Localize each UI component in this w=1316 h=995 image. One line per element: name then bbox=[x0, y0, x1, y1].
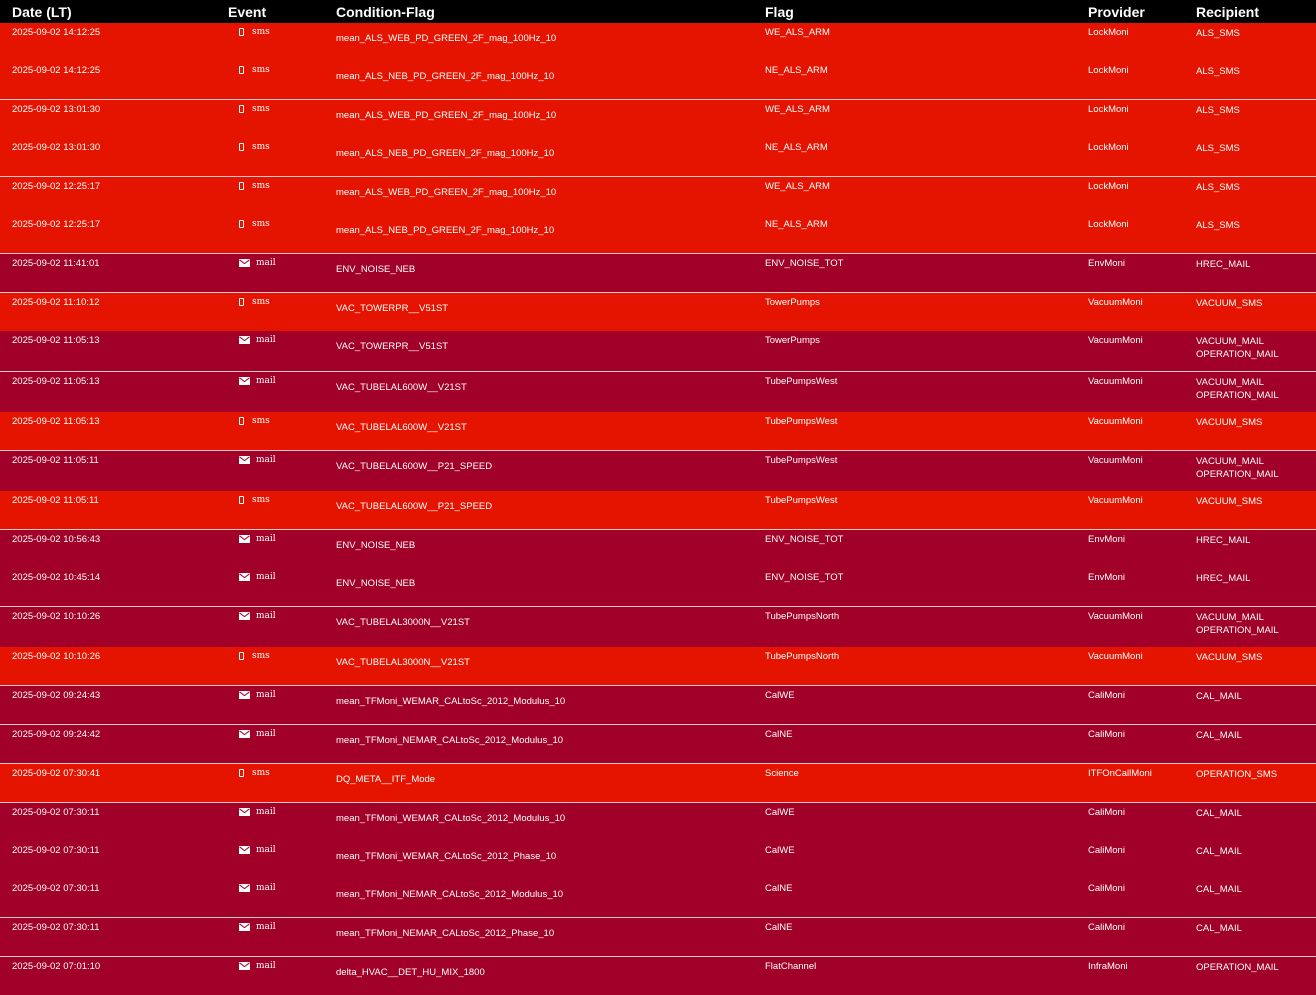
cell-event bbox=[228, 764, 336, 803]
cell-condition-flag: VAC_TUBELAL600W__V21ST bbox=[336, 372, 765, 413]
mail-icon bbox=[239, 808, 250, 816]
cell-provider: VacuumMoni bbox=[1088, 491, 1196, 530]
cell-flag: TubePumpsNorth bbox=[765, 647, 1088, 686]
phone-icon bbox=[239, 496, 244, 504]
cell-event bbox=[228, 451, 336, 492]
recipient-item: CAL_MAIL bbox=[1196, 845, 1316, 858]
cell-flag: TowerPumps bbox=[765, 331, 1088, 372]
cell-flag: WE_ALS_ARM bbox=[765, 100, 1088, 139]
cell-condition-flag: delta_HVAC__DET_HU_MIX_1800 bbox=[336, 957, 765, 995]
cell-recipient bbox=[1196, 254, 1316, 293]
cell-provider: EnvMoni bbox=[1088, 254, 1196, 293]
cell-date: 2025-09-02 11:10:12 bbox=[0, 293, 228, 332]
cell-event bbox=[228, 957, 336, 995]
cell-condition-flag: VAC_TOWERPR__V51ST bbox=[336, 293, 765, 332]
col-header-condition[interactable]: Condition-Flag bbox=[336, 0, 765, 23]
cell-date: 2025-09-02 09:24:42 bbox=[0, 725, 228, 764]
cell-provider: CaliMoni bbox=[1088, 918, 1196, 957]
cell-flag: FlatChannel bbox=[765, 957, 1088, 995]
event-mail bbox=[239, 883, 276, 893]
mail-icon bbox=[239, 691, 250, 699]
cell-date: 2025-09-02 11:05:13 bbox=[0, 412, 228, 451]
table-row[interactable] bbox=[0, 764, 1316, 803]
cell-flag: TubePumpsWest bbox=[765, 491, 1088, 530]
event-mail bbox=[239, 729, 276, 739]
event-label: mail bbox=[256, 883, 276, 893]
cell-flag: TubePumpsWest bbox=[765, 412, 1088, 451]
mail-icon bbox=[239, 456, 250, 464]
recipient-item: OPERATION_MAIL bbox=[1196, 348, 1316, 361]
event-sms bbox=[239, 65, 270, 75]
cell-recipient bbox=[1196, 23, 1316, 61]
cell-flag: WE_ALS_ARM bbox=[765, 177, 1088, 216]
cell-flag: CalNE bbox=[765, 918, 1088, 957]
cell-event bbox=[228, 138, 336, 177]
cell-condition-flag: mean_TFMoni_NEMAR_CALtoSc_2012_Modulus_10 bbox=[336, 879, 765, 918]
table-row[interactable] bbox=[0, 177, 1316, 216]
event-label: mail bbox=[256, 258, 276, 268]
mail-icon bbox=[239, 336, 250, 344]
table-row[interactable] bbox=[0, 647, 1316, 686]
cell-recipient bbox=[1196, 918, 1316, 957]
event-label: sms bbox=[252, 768, 270, 778]
event-label: mail bbox=[256, 807, 276, 817]
cell-date: 2025-09-02 13:01:30 bbox=[0, 100, 228, 139]
recipient-item: VACUUM_SMS bbox=[1196, 495, 1316, 508]
cell-date: 2025-09-02 12:25:17 bbox=[0, 215, 228, 254]
cell-flag: CalWE bbox=[765, 686, 1088, 725]
cell-condition-flag: mean_TFMoni_WEMAR_CALtoSc_2012_Phase_10 bbox=[336, 841, 765, 879]
table-body bbox=[0, 23, 1316, 995]
cell-recipient bbox=[1196, 372, 1316, 413]
cell-recipient bbox=[1196, 841, 1316, 879]
cell-date: 2025-09-02 14:12:25 bbox=[0, 61, 228, 100]
table-row[interactable] bbox=[0, 803, 1316, 842]
cell-flag: CalWE bbox=[765, 841, 1088, 879]
cell-event bbox=[228, 491, 336, 530]
phone-icon bbox=[239, 105, 244, 113]
cell-flag: NE_ALS_ARM bbox=[765, 138, 1088, 177]
event-sms bbox=[239, 219, 270, 229]
cell-provider: VacuumMoni bbox=[1088, 647, 1196, 686]
cell-condition-flag: mean_ALS_WEB_PD_GREEN_2F_mag_100Hz_10 bbox=[336, 100, 765, 139]
cell-date: 2025-09-02 07:30:11 bbox=[0, 841, 228, 879]
event-label: sms bbox=[252, 219, 270, 229]
cell-recipient bbox=[1196, 100, 1316, 139]
cell-event bbox=[228, 841, 336, 879]
phone-icon bbox=[239, 66, 244, 74]
cell-condition-flag: mean_ALS_NEB_PD_GREEN_2F_mag_100Hz_10 bbox=[336, 138, 765, 177]
cell-event bbox=[228, 568, 336, 607]
recipient-item: OPERATION_MAIL bbox=[1196, 468, 1316, 481]
table-row[interactable] bbox=[0, 568, 1316, 607]
recipient-item: VACUUM_SMS bbox=[1196, 297, 1316, 310]
event-sms bbox=[239, 181, 270, 191]
phone-icon bbox=[239, 417, 244, 425]
table-row[interactable] bbox=[0, 530, 1316, 569]
cell-date: 2025-09-02 07:01:10 bbox=[0, 957, 228, 995]
cell-condition-flag: VAC_TUBELAL600W__V21ST bbox=[336, 412, 765, 451]
cell-date: 2025-09-02 11:05:13 bbox=[0, 372, 228, 413]
cell-recipient bbox=[1196, 293, 1316, 332]
recipient-item: HREC_MAIL bbox=[1196, 572, 1316, 585]
cell-event bbox=[228, 918, 336, 957]
col-header-date[interactable]: Date (LT) bbox=[0, 0, 228, 23]
cell-event bbox=[228, 372, 336, 413]
mail-icon bbox=[239, 573, 250, 581]
cell-flag: TubePumpsWest bbox=[765, 372, 1088, 413]
event-mail bbox=[239, 335, 276, 345]
event-mail bbox=[239, 376, 276, 386]
event-label: sms bbox=[252, 297, 270, 307]
table-row[interactable] bbox=[0, 725, 1316, 764]
cell-provider: VacuumMoni bbox=[1088, 293, 1196, 332]
cell-flag: ENV_NOISE_TOT bbox=[765, 530, 1088, 569]
cell-condition-flag: mean_ALS_WEB_PD_GREEN_2F_mag_100Hz_10 bbox=[336, 23, 765, 61]
table-row[interactable] bbox=[0, 23, 1316, 61]
cell-event bbox=[228, 61, 336, 100]
table-row[interactable] bbox=[0, 372, 1316, 413]
cell-flag: TowerPumps bbox=[765, 293, 1088, 332]
event-mail bbox=[239, 534, 276, 544]
cell-date: 2025-09-02 10:56:43 bbox=[0, 530, 228, 569]
col-header-flag[interactable]: Flag bbox=[765, 0, 1088, 23]
cell-event bbox=[228, 803, 336, 842]
cell-provider: EnvMoni bbox=[1088, 530, 1196, 569]
cell-flag: TubePumpsWest bbox=[765, 451, 1088, 492]
event-mail bbox=[239, 845, 276, 855]
recipient-item: VACUUM_SMS bbox=[1196, 651, 1316, 664]
cell-date: 2025-09-02 09:24:43 bbox=[0, 686, 228, 725]
col-header-event[interactable]: Event bbox=[228, 0, 336, 23]
cell-recipient bbox=[1196, 331, 1316, 372]
cell-date: 2025-09-02 10:10:26 bbox=[0, 607, 228, 648]
recipient-item: OPERATION_MAIL bbox=[1196, 389, 1316, 402]
recipient-item: CAL_MAIL bbox=[1196, 807, 1316, 820]
cell-condition-flag: mean_TFMoni_WEMAR_CALtoSc_2012_Modulus_10 bbox=[336, 686, 765, 725]
col-header-provider[interactable]: Provider bbox=[1088, 0, 1196, 23]
cell-date: 2025-09-02 12:25:17 bbox=[0, 177, 228, 216]
event-label: mail bbox=[256, 729, 276, 739]
cell-recipient bbox=[1196, 647, 1316, 686]
table-row[interactable] bbox=[0, 686, 1316, 725]
table-row[interactable] bbox=[0, 491, 1316, 530]
cell-flag: NE_ALS_ARM bbox=[765, 61, 1088, 100]
recipient-item: ALS_SMS bbox=[1196, 27, 1316, 40]
cell-event bbox=[228, 725, 336, 764]
phone-icon bbox=[239, 652, 244, 660]
cell-provider: LockMoni bbox=[1088, 177, 1196, 216]
phone-icon bbox=[239, 298, 244, 306]
cell-recipient bbox=[1196, 607, 1316, 648]
cell-provider: LockMoni bbox=[1088, 100, 1196, 139]
event-label: mail bbox=[256, 922, 276, 932]
recipient-item: ALS_SMS bbox=[1196, 219, 1316, 232]
event-sms bbox=[239, 104, 270, 114]
event-label: mail bbox=[256, 845, 276, 855]
cell-event bbox=[228, 293, 336, 332]
cell-event bbox=[228, 412, 336, 451]
event-mail bbox=[239, 961, 276, 971]
table-row[interactable] bbox=[0, 607, 1316, 648]
event-sms bbox=[239, 142, 270, 152]
cell-flag: CalWE bbox=[765, 803, 1088, 842]
cell-date: 2025-09-02 07:30:41 bbox=[0, 764, 228, 803]
cell-provider: VacuumMoni bbox=[1088, 331, 1196, 372]
recipient-item: VACUUM_MAIL bbox=[1196, 335, 1316, 348]
recipient-item: ALS_SMS bbox=[1196, 104, 1316, 117]
cell-condition-flag: mean_ALS_NEB_PD_GREEN_2F_mag_100Hz_10 bbox=[336, 61, 765, 100]
recipient-item: ALS_SMS bbox=[1196, 181, 1316, 194]
cell-provider: LockMoni bbox=[1088, 61, 1196, 100]
cell-flag: CalNE bbox=[765, 879, 1088, 918]
cell-flag: WE_ALS_ARM bbox=[765, 23, 1088, 61]
col-header-recipient[interactable]: Recipient bbox=[1196, 0, 1316, 23]
event-sms bbox=[239, 495, 270, 505]
event-label: mail bbox=[256, 961, 276, 971]
cell-recipient bbox=[1196, 568, 1316, 607]
recipient-item: VACUUM_MAIL bbox=[1196, 611, 1316, 624]
cell-recipient bbox=[1196, 491, 1316, 530]
cell-date: 2025-09-02 10:45:14 bbox=[0, 568, 228, 607]
cell-condition-flag: mean_ALS_WEB_PD_GREEN_2F_mag_100Hz_10 bbox=[336, 177, 765, 216]
cell-recipient bbox=[1196, 957, 1316, 995]
cell-event bbox=[228, 647, 336, 686]
table-row[interactable] bbox=[0, 215, 1316, 254]
cell-recipient bbox=[1196, 451, 1316, 492]
mail-icon bbox=[239, 259, 250, 267]
cell-condition-flag: ENV_NOISE_NEB bbox=[336, 530, 765, 569]
cell-flag: CalNE bbox=[765, 725, 1088, 764]
cell-provider: LockMoni bbox=[1088, 23, 1196, 61]
cell-event bbox=[228, 331, 336, 372]
event-mail bbox=[239, 258, 276, 268]
cell-date: 2025-09-02 07:30:11 bbox=[0, 803, 228, 842]
cell-provider: CaliMoni bbox=[1088, 725, 1196, 764]
recipient-item: VACUUM_MAIL bbox=[1196, 455, 1316, 468]
event-label: mail bbox=[256, 690, 276, 700]
cell-flag: NE_ALS_ARM bbox=[765, 215, 1088, 254]
recipient-item: ALS_SMS bbox=[1196, 65, 1316, 78]
cell-recipient bbox=[1196, 61, 1316, 100]
event-label: mail bbox=[256, 335, 276, 345]
mail-icon bbox=[239, 730, 250, 738]
cell-date: 2025-09-02 11:41:01 bbox=[0, 254, 228, 293]
cell-provider: CaliMoni bbox=[1088, 803, 1196, 842]
cell-date: 2025-09-02 11:05:11 bbox=[0, 451, 228, 492]
cell-date: 2025-09-02 07:30:11 bbox=[0, 879, 228, 918]
event-label: sms bbox=[252, 181, 270, 191]
phone-icon bbox=[239, 182, 244, 190]
event-label: sms bbox=[252, 65, 270, 75]
event-label: sms bbox=[252, 495, 270, 505]
phone-icon bbox=[239, 143, 244, 151]
cell-date: 2025-09-02 11:05:13 bbox=[0, 331, 228, 372]
cell-provider: CaliMoni bbox=[1088, 686, 1196, 725]
phone-icon bbox=[239, 28, 244, 36]
event-label: sms bbox=[252, 142, 270, 152]
event-mail bbox=[239, 572, 276, 582]
recipient-item: CAL_MAIL bbox=[1196, 729, 1316, 742]
cell-condition-flag: VAC_TUBELAL600W__P21_SPEED bbox=[336, 451, 765, 492]
cell-provider: VacuumMoni bbox=[1088, 451, 1196, 492]
cell-event bbox=[228, 215, 336, 254]
event-mail bbox=[239, 611, 276, 621]
cell-event bbox=[228, 177, 336, 216]
recipient-item: CAL_MAIL bbox=[1196, 883, 1316, 896]
cell-condition-flag: VAC_TOWERPR__V51ST bbox=[336, 331, 765, 372]
cell-recipient bbox=[1196, 725, 1316, 764]
mail-icon bbox=[239, 962, 250, 970]
cell-event bbox=[228, 607, 336, 648]
event-mail bbox=[239, 922, 276, 932]
recipient-item: CAL_MAIL bbox=[1196, 922, 1316, 935]
cell-event bbox=[228, 686, 336, 725]
cell-event bbox=[228, 100, 336, 139]
recipient-item: HREC_MAIL bbox=[1196, 534, 1316, 547]
cell-event bbox=[228, 254, 336, 293]
event-sms bbox=[239, 416, 270, 426]
mail-icon bbox=[239, 377, 250, 385]
cell-condition-flag: VAC_TUBELAL3000N__V21ST bbox=[336, 607, 765, 648]
event-label: mail bbox=[256, 376, 276, 386]
event-sms bbox=[239, 768, 270, 778]
table-header bbox=[0, 0, 1316, 23]
cell-date: 2025-09-02 07:30:11 bbox=[0, 918, 228, 957]
event-sms bbox=[239, 27, 270, 37]
cell-recipient bbox=[1196, 412, 1316, 451]
cell-date: 2025-09-02 10:10:26 bbox=[0, 647, 228, 686]
cell-provider: ITFOnCallMoni bbox=[1088, 764, 1196, 803]
table-row[interactable] bbox=[0, 254, 1316, 293]
cell-provider: CaliMoni bbox=[1088, 841, 1196, 879]
cell-condition-flag: DQ_META__ITF_Mode bbox=[336, 764, 765, 803]
table-row[interactable] bbox=[0, 138, 1316, 177]
recipient-item: OPERATION_MAIL bbox=[1196, 624, 1316, 637]
event-mail bbox=[239, 690, 276, 700]
event-label: mail bbox=[256, 455, 276, 465]
cell-condition-flag: mean_TFMoni_WEMAR_CALtoSc_2012_Modulus_10 bbox=[336, 803, 765, 842]
cell-date: 2025-09-02 11:05:11 bbox=[0, 491, 228, 530]
table-row[interactable] bbox=[0, 100, 1316, 139]
cell-recipient bbox=[1196, 764, 1316, 803]
cell-provider: VacuumMoni bbox=[1088, 607, 1196, 648]
cell-recipient bbox=[1196, 686, 1316, 725]
recipient-item: OPERATION_SMS bbox=[1196, 768, 1316, 781]
cell-provider: VacuumMoni bbox=[1088, 412, 1196, 451]
phone-icon bbox=[239, 769, 244, 777]
event-label: mail bbox=[256, 572, 276, 582]
table-row[interactable] bbox=[0, 918, 1316, 957]
cell-recipient bbox=[1196, 803, 1316, 842]
table-row[interactable] bbox=[0, 451, 1316, 492]
cell-recipient bbox=[1196, 177, 1316, 216]
cell-flag: TubePumpsNorth bbox=[765, 607, 1088, 648]
cell-condition-flag: mean_TFMoni_NEMAR_CALtoSc_2012_Phase_10 bbox=[336, 918, 765, 957]
cell-condition-flag: VAC_TUBELAL3000N__V21ST bbox=[336, 647, 765, 686]
mail-icon bbox=[239, 612, 250, 620]
table-row[interactable] bbox=[0, 293, 1316, 332]
table-row[interactable] bbox=[0, 957, 1316, 995]
cell-recipient bbox=[1196, 215, 1316, 254]
event-mail bbox=[239, 455, 276, 465]
cell-condition-flag: ENV_NOISE_NEB bbox=[336, 254, 765, 293]
cell-flag: ENV_NOISE_TOT bbox=[765, 254, 1088, 293]
cell-provider: EnvMoni bbox=[1088, 568, 1196, 607]
mail-icon bbox=[239, 923, 250, 931]
recipient-item: OPERATION_MAIL bbox=[1196, 961, 1316, 974]
event-mail bbox=[239, 807, 276, 817]
cell-provider: LockMoni bbox=[1088, 215, 1196, 254]
cell-provider: InfraMoni bbox=[1088, 957, 1196, 995]
cell-provider: VacuumMoni bbox=[1088, 372, 1196, 413]
cell-recipient bbox=[1196, 530, 1316, 569]
mail-icon bbox=[239, 535, 250, 543]
table-row[interactable] bbox=[0, 61, 1316, 100]
table-row[interactable] bbox=[0, 879, 1316, 918]
cell-recipient bbox=[1196, 879, 1316, 918]
event-label: mail bbox=[256, 534, 276, 544]
cell-date: 2025-09-02 14:12:25 bbox=[0, 23, 228, 61]
recipient-item: ALS_SMS bbox=[1196, 142, 1316, 155]
mail-icon bbox=[239, 884, 250, 892]
table-row[interactable] bbox=[0, 412, 1316, 451]
event-sms bbox=[239, 651, 270, 661]
event-label: mail bbox=[256, 611, 276, 621]
table-row[interactable] bbox=[0, 841, 1316, 879]
recipient-item: VACUUM_SMS bbox=[1196, 416, 1316, 429]
event-label: sms bbox=[252, 651, 270, 661]
cell-date: 2025-09-02 13:01:30 bbox=[0, 138, 228, 177]
cell-provider: CaliMoni bbox=[1088, 879, 1196, 918]
cell-event bbox=[228, 530, 336, 569]
cell-flag: Science bbox=[765, 764, 1088, 803]
recipient-item: CAL_MAIL bbox=[1196, 690, 1316, 703]
mail-icon bbox=[239, 846, 250, 854]
cell-flag: ENV_NOISE_TOT bbox=[765, 568, 1088, 607]
cell-condition-flag: mean_ALS_NEB_PD_GREEN_2F_mag_100Hz_10 bbox=[336, 215, 765, 254]
cell-recipient bbox=[1196, 138, 1316, 177]
recipient-item: VACUUM_MAIL bbox=[1196, 376, 1316, 389]
cell-condition-flag: ENV_NOISE_NEB bbox=[336, 568, 765, 607]
cell-condition-flag: mean_TFMoni_NEMAR_CALtoSc_2012_Modulus_10 bbox=[336, 725, 765, 764]
event-label: sms bbox=[252, 104, 270, 114]
cell-event bbox=[228, 879, 336, 918]
cell-provider: LockMoni bbox=[1088, 138, 1196, 177]
table-row[interactable] bbox=[0, 331, 1316, 372]
recipient-item: HREC_MAIL bbox=[1196, 258, 1316, 271]
event-label: sms bbox=[252, 27, 270, 37]
event-label: sms bbox=[252, 416, 270, 426]
phone-icon bbox=[239, 220, 244, 228]
cell-event bbox=[228, 23, 336, 61]
event-sms bbox=[239, 297, 270, 307]
cell-condition-flag: VAC_TUBELAL600W__P21_SPEED bbox=[336, 491, 765, 530]
